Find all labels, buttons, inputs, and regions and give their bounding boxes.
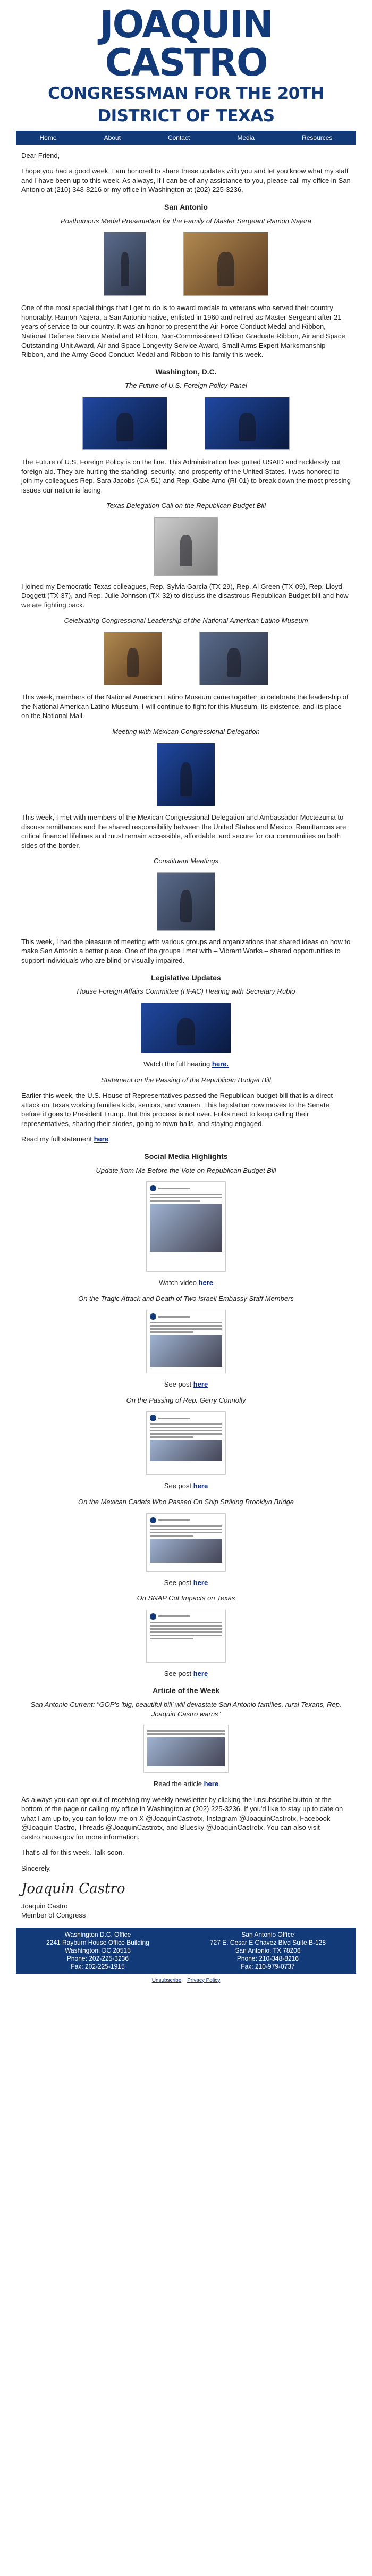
greeting: Dear Friend, — [21, 151, 60, 160]
sign-role: Member of Congress — [21, 1911, 86, 1920]
vote-watch-prefix: Watch video — [158, 1279, 197, 1287]
avatar — [150, 1313, 156, 1320]
thanks-text: That's all for this week. Talk soon. — [21, 1848, 124, 1857]
museum-subtitle: Celebrating Congressional Leadership of the National American Latino Museum — [64, 616, 308, 625]
embassy-post-link[interactable]: here — [193, 1380, 208, 1389]
footer-links — [0, 1977, 372, 1985]
museum-photos — [21, 632, 351, 685]
constituent-photo — [157, 872, 215, 931]
nav-contact[interactable]: Contact — [167, 134, 190, 141]
vote-subtitle: Update from Me Before the Vote on Republican Budget Bill — [96, 1166, 276, 1174]
embassy-post — [21, 1380, 351, 1389]
cadets-post-link[interactable]: here — [193, 1578, 208, 1587]
masthead — [16, 0, 356, 128]
budget-call-body: I joined my Democratic Texas colleagues, Rep. Sylvia Garcia (TX-29), Rep. Al Green (TX-09), Rep. Lloyd Doggett (TX-37), and Rep. Julie Johnson (TX-32) to discuss the disastrous Republican Budget bill and how we are fighting back. — [21, 582, 349, 609]
sa-office-phone: Phone: 210-348-8216 — [236, 1954, 299, 1962]
vote-watch — [21, 1278, 351, 1288]
social-title: Social Media Highlights — [144, 1152, 228, 1161]
newsletter-content — [16, 145, 356, 1920]
statement-subtitle: Statement on the Passing of the Republican Budget Bill — [101, 1076, 271, 1084]
cadets-post — [21, 1578, 351, 1588]
sa-office-fax: Fax: 210-979-0737 — [241, 1962, 295, 1970]
statement-read-link[interactable]: here — [94, 1135, 109, 1144]
vote-embed-wrap — [21, 1181, 351, 1272]
legislative-title: Legislative Updates — [151, 973, 221, 982]
article-read-prefix: Read the article — [153, 1780, 202, 1788]
embassy-embed[interactable] — [146, 1310, 226, 1373]
panel-photos — [21, 397, 351, 450]
snap-subtitle: On SNAP Cut Impacts on Texas — [137, 1594, 235, 1603]
museum-body: This week, members of the National American Latino Museum came together to celebrate the leadership of the National American Latino Museum. I will continue to fight for this Museum, its existence, and its place on the National Mall. — [21, 693, 349, 720]
sign-name: Joaquin Castro — [21, 1902, 68, 1910]
hfac-subtitle: House Foreign Affairs Committee (HFAC) Hearing with Secretary Rubio — [77, 987, 295, 996]
vote-watch-link[interactable]: here — [198, 1279, 214, 1287]
article-embed[interactable] — [143, 1725, 229, 1773]
cadets-embed-wrap — [21, 1513, 351, 1572]
dc-office-line2: Washington, DC 20515 — [65, 1946, 131, 1954]
article-subtitle: San Antonio Current: "GOP's 'big, beautiful bill' will devastate San Antonio families, rural Texans, Rep. Joaquin Castro warns" — [30, 1700, 342, 1718]
hfac-watch-prefix: Watch the full hearing — [143, 1060, 210, 1068]
dc-office-line1: 2241 Rayburn House Office Building — [46, 1938, 149, 1946]
hfac-watch — [21, 1060, 351, 1069]
sa-office-line2: San Antonio, TX 78206 — [235, 1946, 301, 1954]
unsubscribe-link[interactable]: Unsubscribe — [151, 1977, 182, 1983]
dc-office-phone: Phone: 202-225-3236 — [66, 1954, 129, 1962]
dc-office — [46, 1931, 149, 1971]
budget-call-photo — [154, 517, 218, 576]
nav-bar — [16, 131, 356, 145]
cadets-embed[interactable] — [146, 1513, 226, 1572]
medal-body: One of the most special things that I get to do is to award medals to veterans who served their country honorably. Ramon Najera, a San Antonio native, enlisted in 1960 and retired as Master Sergeant after 21 years of service to our country. It was an honor to present the Air Force Conduct Medal and Ribbon, National Defense Service Medal and Ribbon, Non-Commissioned Officer Graduate Ribbon, Air and Space Outstanding Unit Award, Air and Space Longevity Service Award, Small Arms Expert Marksmanship Ribbon, and the Army Good Conduct Medal and Ribbon to his family this week. — [21, 304, 345, 359]
mexico-body: This week, I met with members of the Mexican Congressional Delegation and Ambassador Moctezuma to discuss remittances and the shared responsibility between the United States and Mexico. Remittances are critical financial lifelines and must remain accessible, affordable, and secure for our communities on both sides of the border. — [21, 813, 346, 849]
sa-office-title: San Antonio Office — [241, 1930, 294, 1938]
vote-embed[interactable] — [146, 1181, 226, 1272]
constituent-photo-wrap — [21, 872, 351, 931]
nav-media[interactable]: Media — [237, 134, 255, 141]
sa-office-line1: 727 E. Cesar E Chavez Blvd Suite B-128 — [209, 1938, 326, 1946]
article-read — [21, 1779, 351, 1789]
avatar — [150, 1415, 156, 1421]
snap-embed[interactable] — [146, 1610, 226, 1663]
constituent-subtitle: Constituent Meetings — [153, 857, 219, 865]
embassy-embed-wrap — [21, 1310, 351, 1373]
panel-photo-2 — [205, 397, 290, 450]
brand-subtitle — [16, 83, 356, 128]
nav-about[interactable]: About — [104, 134, 121, 141]
signature: Joaquin Castro — [21, 1880, 125, 1897]
panel-subtitle: The Future of U.S. Foreign Policy Panel — [125, 381, 247, 390]
embassy-subtitle: On the Tragic Attack and Death of Two Israeli Embassy Staff Members — [78, 1294, 294, 1303]
snap-post — [21, 1669, 351, 1679]
constituent-body: This week, I had the pleasure of meeting with various groups and organizations that shared ideas on how to make San Antonio a better place. One of the groups I met with – Vibrant Works – shared opportunities to support individuals who are blind or visually impaired. — [21, 937, 351, 964]
washington-title: Washington, D.C. — [155, 367, 217, 376]
connolly-post — [21, 1481, 351, 1491]
budget-call-subtitle: Texas Delegation Call on the Republican Budget Bill — [106, 502, 266, 510]
snap-post-prefix: See post — [164, 1669, 192, 1678]
article-read-link[interactable]: here — [204, 1780, 219, 1788]
optout-text: As always you can opt-out of receiving my weekly newsletter by clicking the unsubscribe button at the bottom of the page or calling my office in Washington at (202) 225-3236. If you'd like to stay up to date on what I am up to, you can follow me on X @JoaquinCastrotx, Instagram @JoaquinCastrotx, Facebook @Joaquin Castro, Threads @JoaquinCastrotx, and Bluesky @JoaquinCastrotx. You can also visit castro.house.gov for more information. — [21, 1795, 343, 1841]
snap-post-link[interactable]: here — [193, 1669, 208, 1678]
privacy-link[interactable]: Privacy Policy — [187, 1977, 221, 1983]
statement-read — [21, 1135, 351, 1144]
connolly-embed[interactable] — [146, 1411, 226, 1475]
avatar — [150, 1613, 156, 1620]
article-embed-wrap — [21, 1725, 351, 1773]
cadets-subtitle: On the Mexican Cadets Who Passed On Ship Striking Brooklyn Bridge — [78, 1497, 294, 1506]
mexico-photo — [157, 743, 215, 806]
panel-photo-1 — [82, 397, 167, 450]
hfac-photo-wrap — [21, 1003, 351, 1053]
statement-body: Earlier this week, the U.S. House of Representatives passed the Republican budget bill that is a direct attack on Texas working families kids, seniors, and women. This legislation now moves to the Senate before it goes to President Trump. But this process is not over. Folks need to keep calling their representatives, sharing their stories, going to town halls, and staying engaged. — [21, 1091, 333, 1128]
budget-call-photo-wrap — [21, 517, 351, 576]
snap-embed-wrap — [21, 1610, 351, 1663]
mexico-subtitle: Meeting with Mexican Congressional Delegation — [112, 727, 260, 736]
medal-photo-1 — [104, 232, 146, 296]
dc-office-title: Washington D.C. Office — [64, 1930, 131, 1938]
avatar — [150, 1517, 156, 1523]
sa-office — [210, 1931, 326, 1971]
statement-read-prefix: Read my full statement — [21, 1135, 92, 1144]
brand-name: JOAQUIN CASTRO — [99, 3, 273, 85]
san-antonio-title: San Antonio — [164, 202, 208, 211]
nav-resources[interactable]: Resources — [302, 134, 333, 141]
hfac-photo[interactable] — [141, 1003, 231, 1053]
hfac-watch-link[interactable]: here. — [212, 1060, 229, 1068]
embassy-post-prefix: See post — [164, 1380, 192, 1389]
footer-offices — [16, 1928, 356, 1974]
museum-photo-2 — [199, 632, 268, 685]
medal-photos — [21, 232, 351, 296]
medal-subtitle: Posthumous Medal Presentation for the Family of Master Sergeant Ramon Najera — [61, 216, 311, 225]
connolly-post-link[interactable]: here — [193, 1482, 208, 1490]
connolly-embed-wrap — [21, 1411, 351, 1475]
cadets-post-prefix: See post — [164, 1578, 192, 1587]
sincerely-text: Sincerely, — [21, 1864, 52, 1872]
medal-photo-2 — [183, 232, 268, 296]
museum-photo-1 — [104, 632, 162, 685]
dc-office-fax: Fax: 202-225-1915 — [71, 1962, 125, 1970]
connolly-post-prefix: See post — [164, 1482, 192, 1490]
article-title: Article of the Week — [153, 1686, 219, 1695]
avatar — [150, 1185, 156, 1191]
mexico-photo-wrap — [21, 743, 351, 806]
nav-home[interactable]: Home — [39, 134, 57, 141]
panel-body: The Future of U.S. Foreign Policy is on the line. This Administration has gutted USAID and recklessly cut foreign aid. They are hurting the standing, security, and prosperity of the United States. I was honored to join my colleagues Rep. Sara Jacobs (CA-51) and Rep. Gabe Amo (RI-01) to break down the most pressing issues our nation is facing. — [21, 458, 351, 494]
intro-text: I hope you had a good week. I am honored to share these updates with you and let you know what my staff and I have been up to this week. As always, if I can be of any assistance to you, please call my office in San Antonio at (210) 348-8216 or my office in Washington at (202) 225-3236. — [21, 167, 351, 194]
connolly-subtitle: On the Passing of Rep. Gerry Connolly — [126, 1396, 246, 1404]
brand-subtitle-text: CONGRESSMAN FOR THE 20TH DISTRICT OF TEXAS — [48, 84, 324, 126]
